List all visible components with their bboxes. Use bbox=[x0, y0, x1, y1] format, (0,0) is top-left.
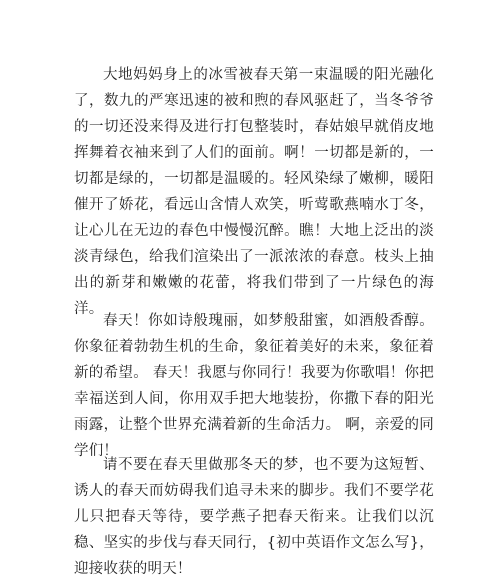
paragraph-spring-ode: 春天！你如诗般瑰丽，如梦般甜蜜，如酒般香醇。你象征着勃勃生机的生命，象征着美好的未来，象征着新的希望。 春天！我愿与你同行！我要为你歌唱！你把幸福送到人间，你用双手把大地装扮，你撒下春的阳光雨露，让整个世界充满着新的生命活力。 啊，亲爱的同学们！ bbox=[74, 313, 434, 459]
paragraph-call-to-action: 请不要在春天里做那冬天的梦，也不要为这短暂、诱人的春天而妨碍我们追寻未来的脚步。我们不要学花儿只把春天等待，要学燕子把春天衔来。让我们以沉稳、坚实的步伐与春天同行，{初中英语作文怎么写}，迎接收获的明天！ bbox=[74, 457, 434, 577]
paragraph-spring-arrival: 大地妈妈身上的冰雪被春天第一束温暖的阳光融化了，数九的严寒迅速的被和煦的春风驱赶了，当冬爷爷的一切还没来得及进行打包整装时，春姑娘早就俏皮地挥舞着衣袖来到了人们的面前。啊！一切都是新的，一切都是绿的，一切都是温暖的。轻风染绿了嫩柳，暖阳催开了娇花，看远山含情人欢笑，听莺歌燕喃水丁冬，让心儿在无边的春色中慢慢沉醉。瞧！大地上泛出的淡淡青绿色，给我们渲染出了一派浓浓的春意。枝头上抽出的新芽和嫩嫩的花蕾，将我们带到了一片绿色的海洋。 bbox=[74, 67, 434, 317]
